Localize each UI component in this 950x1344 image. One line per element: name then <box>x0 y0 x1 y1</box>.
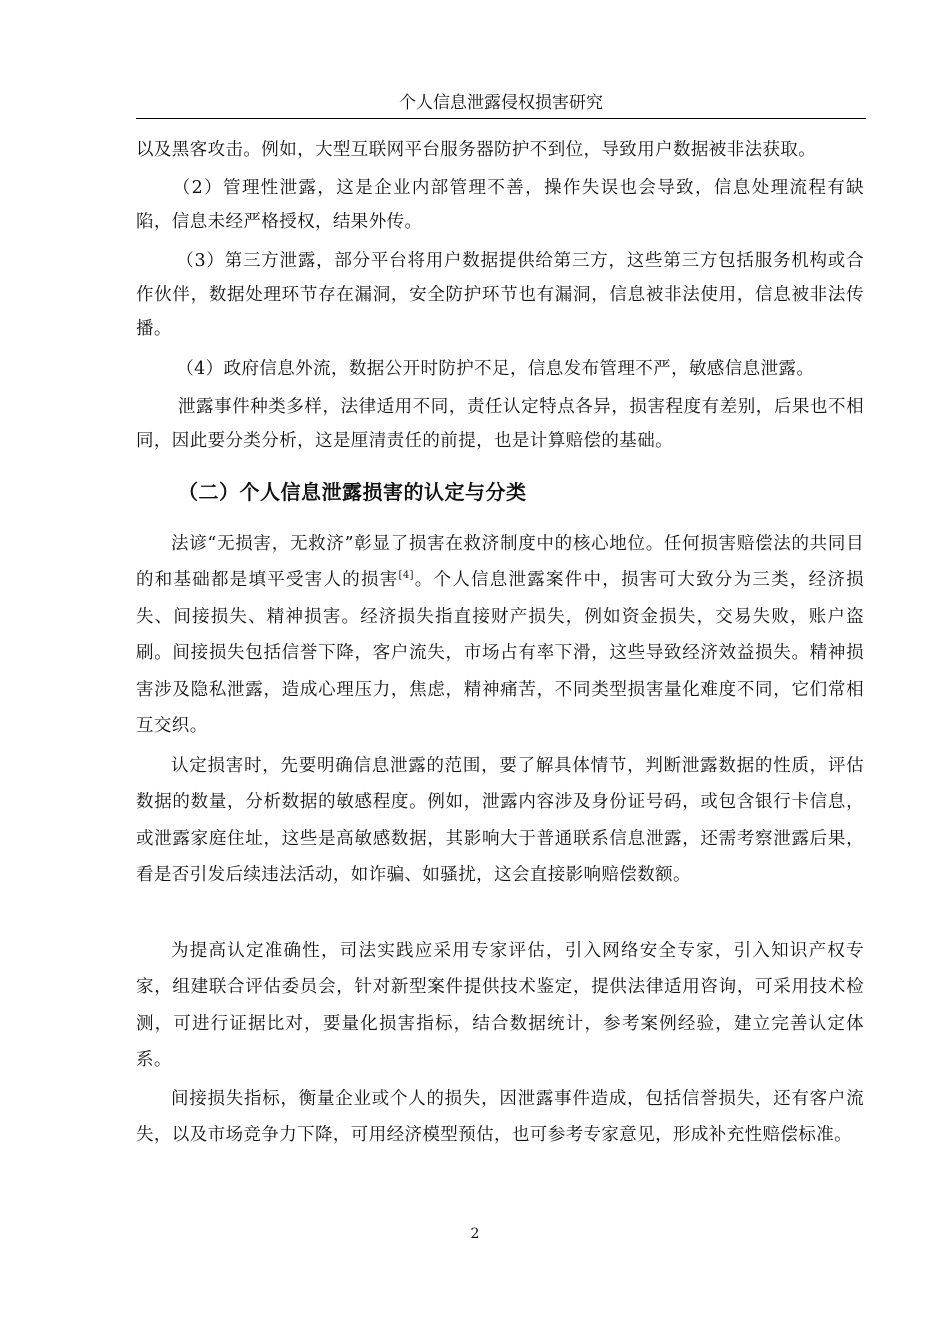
page-number: 2 <box>470 1226 480 1242</box>
header-title: 个人信息泄露侵权损害研究 <box>399 93 603 113</box>
running-header <box>136 90 866 119</box>
paragraph-damage-types <box>136 526 864 744</box>
paragraph-third-party-leak: （3）第三方泄露，部分平台将用户数据提供给第三方，这些第三方包括服务机构或合作伙伴，数据处理环节存在漏洞，安全防护环节也有漏洞，信息被非法使用，信息被非法传播。 <box>136 251 864 339</box>
section-heading: （二）个人信息泄露损害的认定与分类 <box>178 480 527 504</box>
paragraph-hacker-attack: 以及黑客攻击。例如，大型互联网平台服务器防护不到位，导致用户数据被非法获取。 <box>136 140 817 160</box>
paragraph-indirect-loss-indicators: 间接损失指标，衡量企业或个人的损失，因泄露事件造成，包括信誉损失，还有客户流失，以及市场竞争力下降，可用经济模型预估，也可参考专家意见，形成补充性赔偿标准。 <box>136 1089 864 1146</box>
paragraph-classification-summary: 泄露事件种类多样，法律适用不同，责任认定特点各异，损害程度有差别，后果也不相同，因此要分类分析，这是厘清责任的前提，也是计算赔偿的基础。 <box>136 397 864 451</box>
paragraph-damage-determination: 认定损害时，先要明确信息泄露的范围，要了解具体情节，判断泄露数据的性质，评估数据的数量，分析数据的敏感程度。例如，泄露内容涉及身份证号码，或包含银行卡信息，或泄露家庭住址，这些是高敏感数据，其影响大于普通联系信息泄露，还需考察泄露后果，看是否引发后续违法活动，如诈骗、如骚扰，这会直接影响赔偿数额。 <box>136 756 864 886</box>
paragraph-management-leak: （2）管理性泄露，这是企业内部管理不善，操作失误也会导致，信息处理流程有缺陷，信息未经严格授权，结果外传。 <box>136 178 864 232</box>
paragraph-government-leak: （4）政府信息外流，数据公开时防护不足，信息发布管理不严，敏感信息泄露。 <box>176 359 815 379</box>
paragraph-expert-assessment: 为提高认定准确性，司法实践应采用专家评估，引入网络安全专家，引入知识产权专家，组建联合评估委员会，针对新型案件提供技术鉴定，提供法律适用咨询，可采用技术检测，可进行证据比对，要量化损害指标，结合数据统计，参考案例经验，建立完善认定体系。 <box>136 941 864 1071</box>
paragraph-damage-types-part2: 。个人信息泄露案件中，损害可大致分为三类，经济损失、间接损失、精神损害。经济损失指直接财产损失，例如资金损失，交易失败，账户盗刷。间接损失包括信誉下降，客户流失，市场占有率下滑，这些导致经济效益损失。精神损害涉及隐私泄露，造成心理压力，焦虑，精神痛苦，不同类型损害量化难度不同，它们常相互交织。 <box>136 570 864 737</box>
citation-4: [4] <box>398 570 414 582</box>
paragraph-damage-types-part1: 法谚“无损害，无救济”彰显了损害在救济制度中的核心地位。任何损害赔偿法的共同目的和基础都是填平受害人的损害 <box>136 534 864 591</box>
